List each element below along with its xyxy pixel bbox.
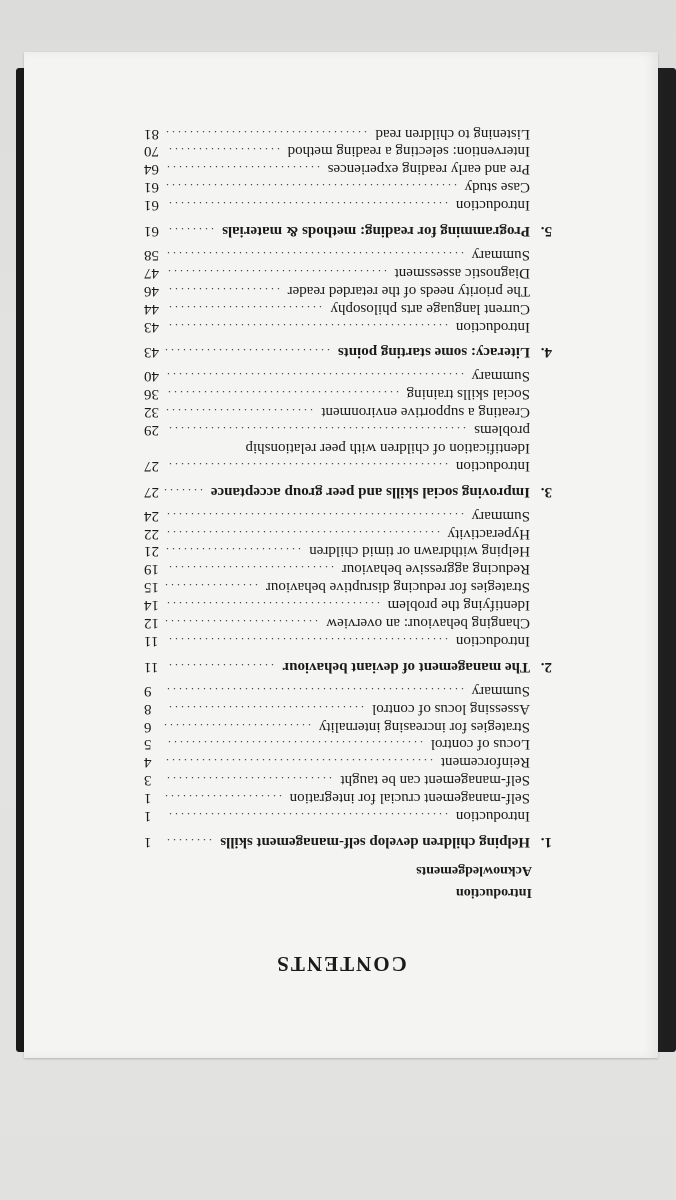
entry-page: 24 bbox=[144, 507, 159, 524]
toc-entry bbox=[24, 613, 658, 631]
chapter-title: The management of deviant behaviour bbox=[282, 658, 530, 675]
toc-entry bbox=[24, 788, 658, 806]
entry-page: 22 bbox=[144, 525, 159, 542]
entry-page: 1 bbox=[144, 790, 152, 807]
leader-dots: ............................ bbox=[164, 774, 332, 789]
chapter-heading bbox=[24, 343, 658, 361]
chapter-heading bbox=[24, 221, 658, 239]
leader-dots: ....................................... bbox=[165, 388, 399, 403]
entry-page: 9 bbox=[144, 682, 152, 699]
entry-label: Reinforcement bbox=[440, 754, 530, 771]
chapter-heading bbox=[24, 482, 658, 500]
chapter-number: 1. bbox=[540, 834, 552, 850]
leader-dots: ....................... bbox=[163, 545, 301, 560]
leader-dots: .................. bbox=[166, 660, 274, 675]
entry-page: 61 bbox=[144, 197, 159, 214]
entry-label: Changing behaviour: an overview bbox=[326, 615, 530, 632]
entry-label: Current language arts philosophy bbox=[330, 300, 530, 317]
toc-entry bbox=[24, 717, 658, 735]
entry-page: 32 bbox=[144, 404, 159, 421]
entry-label: Diagnostic assessment bbox=[394, 264, 530, 281]
entry-label: Summary bbox=[471, 507, 530, 524]
entry-label: Case study bbox=[464, 179, 530, 196]
toc-entry bbox=[24, 524, 658, 542]
toc-entry bbox=[24, 420, 658, 438]
leader-dots: ................................................. bbox=[163, 181, 457, 196]
entry-page: 46 bbox=[144, 282, 159, 299]
front-matter-acknowledgements: Acknowledgements bbox=[416, 863, 532, 878]
chapter-number: 2. bbox=[540, 658, 552, 675]
entry-page: 64 bbox=[144, 161, 159, 178]
entry-page: 14 bbox=[144, 597, 159, 614]
toc-entry bbox=[24, 438, 658, 456]
entry-page: 40 bbox=[144, 368, 159, 385]
toc-entry bbox=[24, 299, 658, 317]
leader-dots: .......................... bbox=[162, 617, 318, 632]
toc-entry bbox=[24, 770, 658, 788]
toc-entry bbox=[24, 735, 658, 753]
entry-label: Strategies for increasing internality bbox=[318, 718, 530, 735]
leader-dots: .................................................. bbox=[166, 424, 466, 439]
entry-page: 58 bbox=[144, 247, 159, 263]
toc-entry bbox=[24, 456, 658, 474]
front-matter-introduction: Introduction bbox=[456, 885, 532, 900]
table-of-contents bbox=[24, 52, 658, 1058]
toc-entry bbox=[24, 245, 658, 263]
entry-label: Reducing aggressive behaviour bbox=[341, 561, 530, 578]
entry-page: 8 bbox=[144, 700, 152, 717]
entry-label: The priority needs of the retarded reader bbox=[287, 282, 530, 299]
leader-dots: ................ bbox=[162, 581, 258, 596]
chapter-title: Helping children develop self-management skills bbox=[220, 834, 530, 850]
toc-entry bbox=[24, 124, 658, 142]
entry-label: Intervention: selecting a reading method bbox=[287, 143, 530, 160]
entry-label: Introduction bbox=[455, 457, 530, 474]
toc-entry bbox=[24, 806, 658, 824]
entry-label: Self-management can be taught bbox=[340, 772, 530, 789]
toc-entry bbox=[24, 681, 658, 699]
entry-label: Creating a supportive environment bbox=[321, 404, 530, 421]
chapter-page: 27 bbox=[144, 483, 159, 500]
leader-dots: ....... bbox=[161, 485, 203, 500]
entry-label: Locus of control bbox=[430, 736, 530, 753]
leader-dots: ........................................... bbox=[165, 738, 423, 753]
entry-label: Summary bbox=[471, 368, 530, 385]
entry-page: 4 bbox=[144, 754, 152, 771]
entry-page: 36 bbox=[144, 386, 159, 403]
toc-entry bbox=[24, 384, 658, 402]
leader-dots: .................................................. bbox=[164, 509, 464, 524]
toc-entry bbox=[24, 142, 658, 160]
entry-label: Introduction bbox=[455, 197, 530, 214]
entry-label: Self-management crucial for integration bbox=[289, 790, 530, 807]
leader-dots: ........ bbox=[164, 836, 212, 850]
entry-page: 43 bbox=[144, 318, 159, 335]
leader-dots: ......................... bbox=[161, 720, 311, 735]
toc-entry bbox=[24, 631, 658, 649]
chapter-title: Programming for reading: methods & materials bbox=[222, 223, 530, 240]
entry-page: 12 bbox=[144, 615, 159, 632]
chapter-heading bbox=[24, 832, 658, 850]
toc-entry bbox=[24, 752, 658, 770]
leader-dots: ................................. bbox=[166, 702, 364, 717]
leader-dots: .......................... bbox=[164, 163, 320, 178]
entry-label: Assessing locus of control bbox=[372, 700, 530, 717]
entry-label: Helping withdrawn or timid children bbox=[309, 543, 530, 560]
toc-entry bbox=[24, 317, 658, 335]
entry-label: Strategies for reducing disruptive behaviour bbox=[265, 579, 530, 596]
leader-dots: ............................................. bbox=[163, 756, 433, 771]
contents-title: CONTENTS bbox=[275, 952, 407, 976]
entry-page: 29 bbox=[144, 422, 159, 439]
entry-page: 27 bbox=[144, 457, 159, 474]
leader-dots: ......................... bbox=[163, 406, 313, 421]
leader-dots: ............................................... bbox=[166, 320, 448, 335]
entry-page: 61 bbox=[144, 179, 159, 196]
toc-entry bbox=[24, 699, 658, 717]
leader-dots: ........ bbox=[166, 225, 214, 240]
leader-dots: .................................. bbox=[163, 127, 367, 142]
toc-entry bbox=[24, 577, 658, 595]
toc-entry bbox=[24, 366, 658, 384]
leader-dots: ..................................... bbox=[165, 266, 387, 281]
chapter-page: 43 bbox=[144, 344, 159, 361]
chapter-page: 11 bbox=[144, 658, 159, 675]
leader-dots: ............................ bbox=[162, 346, 330, 361]
entry-page: 19 bbox=[144, 561, 159, 578]
leader-dots: ............................................... bbox=[166, 635, 448, 649]
entry-label: Introduction bbox=[455, 808, 530, 825]
chapter-page: 1 bbox=[144, 834, 152, 850]
toc-entry bbox=[24, 281, 658, 299]
leader-dots: ............................................... bbox=[166, 459, 448, 474]
entry-page: 15 bbox=[144, 579, 159, 596]
chapter-title: Literacy: some starting points bbox=[337, 344, 530, 361]
leader-dots: .................................................. bbox=[164, 684, 464, 699]
entry-page: 6 bbox=[144, 718, 152, 735]
toc-entry bbox=[24, 402, 658, 420]
entry-label: Introduction bbox=[455, 633, 530, 649]
entry-label: Hyperactivity bbox=[447, 525, 530, 542]
entry-page: 81 bbox=[144, 125, 159, 142]
leader-dots: ............................ bbox=[166, 563, 334, 578]
entry-label: Introduction bbox=[455, 318, 530, 335]
leader-dots: .................................................. bbox=[164, 249, 464, 263]
chapter-number: 5. bbox=[540, 223, 552, 240]
entry-page: 44 bbox=[144, 300, 159, 317]
entry-page: 5 bbox=[144, 736, 152, 753]
entry-label: Pre and early reading experiences bbox=[327, 161, 530, 178]
toc-entry bbox=[24, 542, 658, 560]
entry-label: Listening to children read bbox=[375, 125, 530, 142]
chapter-heading bbox=[24, 657, 658, 675]
chapter-title: Improving social skills and peer group acceptance bbox=[210, 483, 530, 500]
toc-entry bbox=[24, 506, 658, 524]
leader-dots: ................... bbox=[166, 145, 280, 160]
entry-page: 3 bbox=[144, 772, 152, 789]
leader-dots: .......................... bbox=[166, 302, 322, 317]
entry-label: Identifying the problem bbox=[387, 597, 530, 614]
chapter-number: 4. bbox=[540, 344, 552, 361]
entry-label: problems bbox=[474, 422, 530, 439]
entry-page: 47 bbox=[144, 264, 159, 281]
leader-dots: ............................................... bbox=[166, 810, 448, 825]
toc-entry bbox=[24, 159, 658, 177]
entry-label: Summary bbox=[471, 682, 530, 699]
toc-entry bbox=[24, 595, 658, 613]
leader-dots: .............................................. bbox=[164, 527, 440, 542]
book-page bbox=[24, 52, 658, 1058]
toc-entry bbox=[24, 195, 658, 213]
leader-dots: ............................................... bbox=[166, 199, 448, 214]
leader-dots: .................... bbox=[162, 792, 282, 807]
toc-entry bbox=[24, 559, 658, 577]
entry-page: 21 bbox=[144, 543, 159, 560]
entry-page: 11 bbox=[144, 633, 159, 649]
toc-entry bbox=[24, 177, 658, 195]
chapter-number: 3. bbox=[540, 483, 552, 500]
entry-label: Summary bbox=[471, 247, 530, 263]
chapter-page: 61 bbox=[144, 223, 159, 240]
entry-label: Identification of children with peer relationship bbox=[245, 440, 530, 456]
toc-entry bbox=[24, 263, 658, 281]
entry-page: 1 bbox=[144, 808, 152, 825]
leader-dots: .................................................. bbox=[164, 370, 464, 385]
entry-label: Social skills training bbox=[406, 386, 530, 403]
entry-page: 70 bbox=[144, 143, 159, 160]
leader-dots: .................................... bbox=[164, 599, 380, 614]
leader-dots: ................... bbox=[166, 284, 280, 299]
